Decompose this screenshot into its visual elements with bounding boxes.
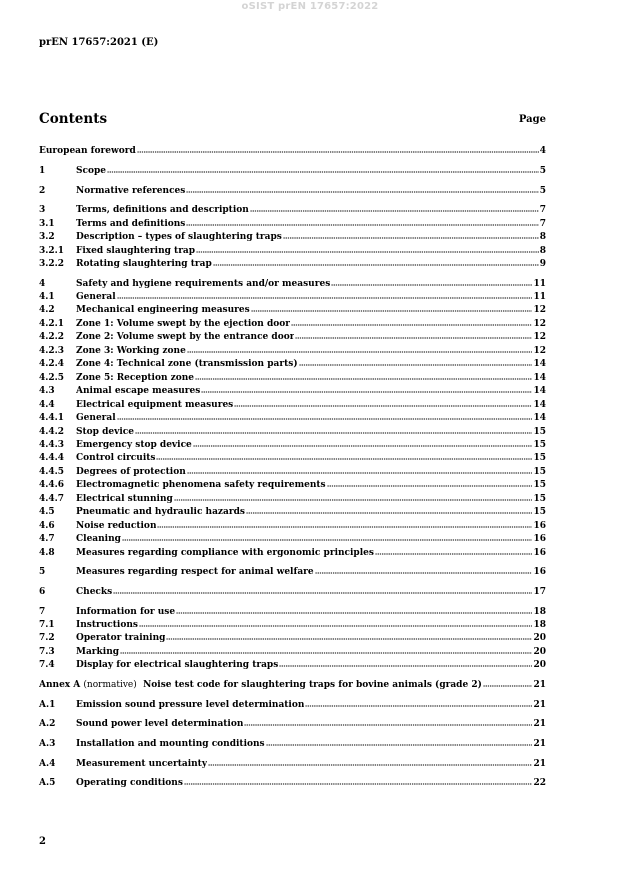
dot-leader [176, 605, 532, 614]
toc-entry-number: 3 [39, 205, 46, 215]
dot-leader [375, 546, 533, 555]
toc-entry-title: Electrical stunning [76, 494, 173, 504]
toc-entry-title: Noise reduction [76, 521, 157, 531]
toc-entry[interactable] [39, 532, 546, 544]
dot-leader [107, 164, 539, 173]
toc-entry-number: 4.7 [39, 534, 55, 544]
toc-entry-number: 1 [39, 166, 46, 176]
dot-leader [283, 230, 539, 239]
toc-entry-page: 18 [533, 607, 546, 617]
toc-entry-number: 4.4.2 [39, 427, 65, 437]
toc-entry[interactable] [39, 645, 546, 657]
toc-entry[interactable] [39, 244, 546, 256]
toc-entry-number: 4.1 [39, 292, 55, 302]
toc-entry-title: European foreword [39, 146, 136, 156]
toc-entry-number: 3.2.2 [39, 259, 65, 269]
toc-entry[interactable] [39, 565, 546, 577]
toc-entry[interactable] [39, 698, 546, 710]
toc-entry-number: 4.8 [39, 548, 55, 558]
toc-entry-page: 16 [533, 548, 546, 558]
dot-leader [246, 505, 532, 514]
toc-entry-number: 4.4.6 [39, 480, 65, 490]
toc-entry[interactable] [39, 451, 546, 463]
toc-entry-page: 11 [533, 279, 546, 289]
toc-entry-page: 5 [539, 166, 546, 176]
toc-entry-page: 21 [533, 700, 546, 710]
toc-entry-number: 3.2 [39, 232, 55, 242]
toc-entry-page: 12 [533, 305, 546, 315]
dot-leader [120, 645, 532, 654]
toc-entry-title: Terms, definitions and description [76, 205, 249, 215]
toc-entry-title: Zone 1: Volume swept by the ejection door [76, 319, 291, 329]
toc-entry-page: 15 [533, 427, 546, 437]
toc-entry[interactable] [39, 303, 546, 315]
toc-entry[interactable] [39, 776, 546, 788]
dot-leader [331, 277, 532, 286]
toc-entry-number: 2 [39, 186, 46, 196]
toc-entry-title: Measures regarding compliance with ergonomic principles [76, 548, 374, 558]
footer-page-number: 2 [39, 836, 46, 847]
toc-entry[interactable] [39, 658, 546, 670]
toc-entry-page: 16 [533, 567, 546, 577]
toc-entry-title: Checks [76, 587, 113, 597]
toc-entry[interactable] [39, 519, 546, 531]
toc-entry-number: 4.3 [39, 386, 55, 396]
toc-entry-title: Description – types of slaughtering traps [76, 232, 282, 242]
dot-leader [315, 565, 533, 574]
dot-leader [187, 344, 533, 353]
toc-entry[interactable] [39, 737, 546, 749]
toc-entry-page: 16 [533, 521, 546, 531]
toc-entry-title: Normative references [76, 186, 186, 196]
toc-entry-page: 15 [533, 467, 546, 477]
toc-entry-page: 14 [533, 413, 546, 423]
toc-entry-number: 7.3 [39, 647, 55, 657]
annex-label: Annex A [39, 680, 81, 690]
dot-leader [186, 184, 538, 193]
toc-entry-page: 12 [533, 346, 546, 356]
dot-leader [156, 451, 532, 460]
toc-entry[interactable] [39, 605, 546, 617]
dot-leader [251, 303, 533, 312]
annex-type: (normative) [83, 680, 137, 690]
dot-leader [234, 398, 532, 407]
toc-entry-number: 6 [39, 587, 46, 597]
toc-entry-title: Rotating slaughtering trap [76, 259, 212, 269]
toc-entry-title: Display for electrical slaughtering traps [76, 660, 279, 670]
toc-entry-page: 21 [533, 719, 546, 729]
dot-leader [186, 217, 538, 226]
toc-entry-page: 20 [533, 647, 546, 657]
toc-entry[interactable] [39, 371, 546, 383]
toc-entry-number: 4.2.5 [39, 373, 65, 383]
dot-leader [117, 411, 533, 420]
dot-leader [266, 737, 533, 746]
dot-leader [213, 257, 539, 266]
dot-leader [291, 317, 532, 326]
dot-leader [139, 618, 533, 627]
toc-entry-number: 4.4 [39, 400, 55, 410]
dot-leader [279, 658, 532, 667]
toc-entry[interactable] [39, 344, 546, 356]
toc-entry-page: 18 [533, 620, 546, 630]
toc-entry-number: 3.1 [39, 219, 55, 229]
toc-entry-page: 15 [533, 494, 546, 504]
toc-entry[interactable] [39, 184, 546, 196]
toc-entry[interactable] [39, 757, 546, 769]
toc-entry-number: 4.5 [39, 507, 55, 517]
toc-entry-number: A.3 [39, 739, 56, 749]
toc-entry-title: Mechanical engineering measures [76, 305, 250, 315]
toc-entry-number: 4.2 [39, 305, 55, 315]
toc-entry-page: 7 [539, 205, 546, 215]
dot-leader [196, 244, 539, 253]
toc-entry-number: 7.2 [39, 633, 55, 643]
toc-entry-number: A.1 [39, 700, 56, 710]
toc-entry-page: 5 [539, 186, 546, 196]
toc-entry-number: 4 [39, 279, 46, 289]
dot-leader [483, 678, 533, 687]
toc-entry-page: 14 [533, 373, 546, 383]
toc-entry-page: 22 [533, 778, 546, 788]
toc-entry-page: 11 [533, 292, 546, 302]
toc-entry-title: Zone 4: Technical zone (transmission parts) [76, 359, 298, 369]
toc-entry-number: 4.2.4 [39, 359, 65, 369]
dot-leader [135, 425, 533, 434]
toc-entry[interactable] [39, 217, 546, 229]
toc-entry-title: Measurement uncertainty [76, 759, 208, 769]
toc-entry-title: Degrees of protection [76, 467, 186, 477]
toc-entry-number: 4.4.3 [39, 440, 65, 450]
dot-leader [201, 384, 532, 393]
toc-entry-title: Instructions [76, 620, 138, 630]
dot-leader [299, 357, 533, 366]
toc-entry-number: 7 [39, 607, 46, 617]
dot-leader [117, 290, 533, 299]
toc-entry-page: 8 [539, 246, 546, 256]
toc-entry[interactable] [39, 330, 546, 342]
toc-entry[interactable] [39, 546, 546, 558]
toc-entry[interactable] [39, 384, 546, 396]
toc-entry[interactable] [39, 257, 546, 269]
toc-entry-title: Scope [76, 166, 107, 176]
toc-entry-number: 4.6 [39, 521, 55, 531]
toc-entry-page: 15 [533, 507, 546, 517]
dot-leader [208, 757, 532, 766]
watermark: oSIST prEN 17657:2022 [241, 1, 379, 12]
dot-leader [137, 144, 539, 153]
toc-entry-title: General [76, 292, 116, 302]
toc-entry[interactable] [39, 277, 546, 289]
toc-entry-title: Installation and mounting conditions [76, 739, 265, 749]
toc-entry-title: Operating conditions [76, 778, 183, 788]
page-column-label: Page [518, 114, 546, 125]
toc-entry-page: 21 [533, 680, 546, 690]
toc-entry[interactable] [39, 144, 546, 156]
annex-title: Noise test code for slaughtering traps for bovine animals (grade 2) [143, 680, 482, 690]
toc-entry[interactable] [39, 465, 546, 477]
toc-entry-title: Electrical equipment measures [76, 400, 234, 410]
dot-leader [157, 519, 532, 528]
toc-entry[interactable] [39, 398, 546, 410]
toc-entry-page: 9 [539, 259, 546, 269]
toc-entry-page: 16 [533, 534, 546, 544]
toc-entry-title: Marking [76, 647, 120, 657]
toc-entry-page: 14 [533, 359, 546, 369]
toc-entry-title: Information for use [76, 607, 176, 617]
toc-entry-title: Animal escape measures [76, 386, 201, 396]
toc-entry-number: A.4 [39, 759, 56, 769]
toc-entry[interactable] [39, 618, 546, 630]
toc-entry[interactable] [39, 678, 546, 690]
toc-entry-page: 17 [533, 587, 546, 597]
toc-entry-title: Pneumatic and hydraulic hazards [76, 507, 245, 517]
toc-entry-number: 7.4 [39, 660, 55, 670]
dot-leader [250, 203, 539, 212]
toc-entry-number: 4.4.5 [39, 467, 65, 477]
dot-leader [187, 465, 533, 474]
toc-entry[interactable] [39, 317, 546, 329]
toc-entry-title: Zone 3: Working zone [76, 346, 186, 356]
toc-entry-page: 12 [533, 332, 546, 342]
toc-entry-page: 21 [533, 759, 546, 769]
toc-entry-page: 4 [539, 146, 546, 156]
toc-entry[interactable] [39, 425, 546, 437]
toc-entry-page: 14 [533, 386, 546, 396]
toc-entry[interactable] [39, 230, 546, 242]
toc-entry-title: Emergency stop device [76, 440, 192, 450]
toc-entry[interactable] [39, 203, 546, 215]
toc-entry-title: Emission sound pressure level determination [76, 700, 305, 710]
toc-entry-number: 4.2.2 [39, 332, 65, 342]
toc-entry-page: 20 [533, 660, 546, 670]
toc-entry-page: 20 [533, 633, 546, 643]
toc-entry-title [39, 679, 482, 691]
dot-leader [122, 532, 533, 541]
dot-leader [184, 776, 533, 785]
toc-entry[interactable] [39, 411, 546, 423]
toc-entry-number: 3.2.1 [39, 246, 65, 256]
toc-entry-number: 4.4.4 [39, 453, 65, 463]
toc-entry-title: Operator training [76, 633, 166, 643]
toc-entry-title: General [76, 413, 116, 423]
contents-heading: Contents [39, 111, 108, 127]
toc-entry[interactable] [39, 492, 546, 504]
toc-entry-number: 4.2.1 [39, 319, 65, 329]
toc-entry-number: 7.1 [39, 620, 55, 630]
toc-entry-title: Stop device [76, 427, 134, 437]
toc-entry[interactable] [39, 585, 546, 597]
toc-entry-title: Cleaning [76, 534, 121, 544]
toc-entry-number: 4.2.3 [39, 346, 65, 356]
toc-entry-title: Zone 2: Volume swept by the entrance door [76, 332, 295, 342]
toc-entry-title: Control circuits [76, 453, 156, 463]
dot-leader [174, 492, 533, 501]
toc-entry-title: Zone 5: Reception zone [76, 373, 195, 383]
toc-entry[interactable] [39, 438, 546, 450]
toc-entry[interactable] [39, 505, 546, 517]
toc-entry-number: A.2 [39, 719, 56, 729]
toc-entry-page: 15 [533, 453, 546, 463]
toc-entry-title: Measures regarding respect for animal welfare [76, 567, 314, 577]
toc-entry-page: 8 [539, 232, 546, 242]
toc-entry[interactable] [39, 478, 546, 490]
toc-entry-page: 21 [533, 739, 546, 749]
toc-entry-page: 12 [533, 319, 546, 329]
dot-leader [193, 438, 533, 447]
dot-leader [295, 330, 532, 339]
dot-leader [166, 631, 532, 640]
toc-entry[interactable] [39, 164, 546, 176]
toc-entry-number: 4.4.7 [39, 494, 65, 504]
toc-entry-number: 5 [39, 567, 46, 577]
toc-entry-title: Electromagnetic phenomena safety requirements [76, 480, 326, 490]
toc-entry-title: Terms and definitions [76, 219, 186, 229]
toc-entry-title: Sound power level determination [76, 719, 244, 729]
dot-leader [195, 371, 532, 380]
toc-entry-page: 15 [533, 480, 546, 490]
toc-entry-page: 14 [533, 400, 546, 410]
toc-entry[interactable] [39, 290, 546, 302]
toc-entry-page: 7 [539, 219, 546, 229]
toc-entry-page: 15 [533, 440, 546, 450]
toc-entry[interactable] [39, 717, 546, 729]
toc-entry[interactable] [39, 631, 546, 643]
toc-entry-number: A.5 [39, 778, 56, 788]
toc-entry-title: Fixed slaughtering trap [76, 246, 196, 256]
toc-entry-title: Safety and hygiene requirements and/or measures [76, 279, 331, 289]
toc-entry[interactable] [39, 357, 546, 369]
dot-leader [113, 585, 532, 594]
toc-entry-number: 4.4.1 [39, 413, 65, 423]
dot-leader [244, 717, 532, 726]
document-id: prEN 17657:2021 (E) [39, 37, 159, 48]
dot-leader [327, 478, 533, 487]
dot-leader [305, 698, 532, 707]
